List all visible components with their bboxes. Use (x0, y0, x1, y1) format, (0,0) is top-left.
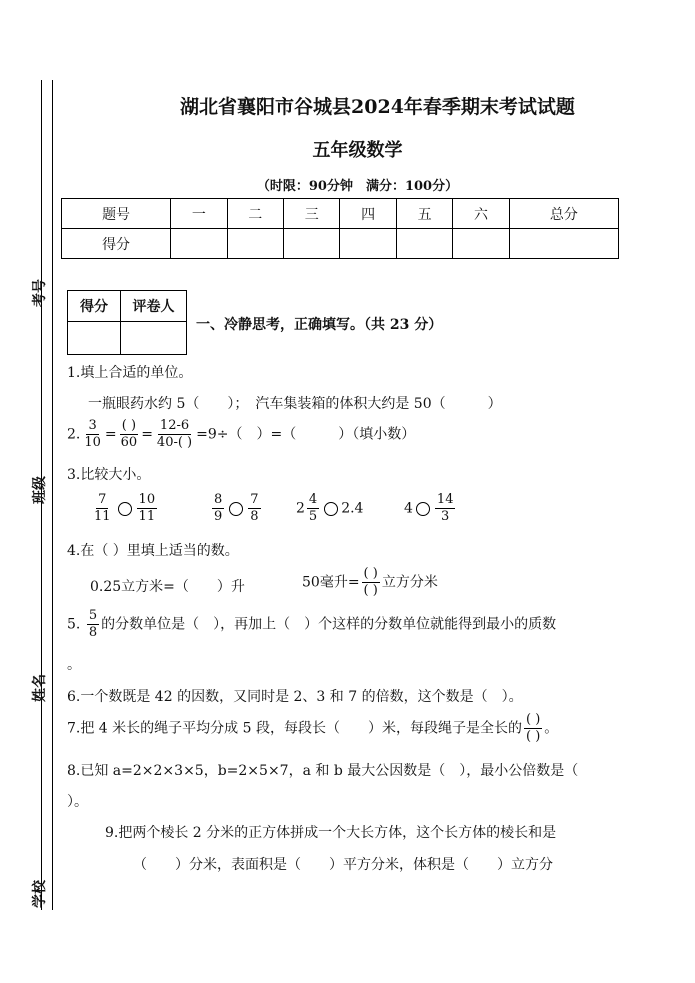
q9-line-2: （ ）分米，表面积是（ ）平方分米，体积是（ ）立方分 (133, 857, 553, 873)
margin-line-right (52, 80, 53, 910)
q2-fraction-2: $\frac{( )}{60}$ (120, 418, 138, 450)
q9-line-1: 9.把两个棱长 2 分米的正方体拼成一个大长方体，这个长方体的棱长和是 (105, 825, 557, 841)
grader-name-cell[interactable] (121, 322, 187, 355)
q3-compare-4: 4 $\frac{14}{3}$ (404, 492, 454, 524)
score-cell[interactable] (509, 229, 618, 259)
q1-line: 一瓶眼药水约 5（ ）； 汽车集装箱的体积大约是 50（ ） (88, 396, 502, 412)
q2-fraction-3: $\frac{12-6}{40-( )}$ (156, 418, 193, 450)
score-row-label: 得分 (62, 229, 171, 259)
score-table-score-row (62, 229, 619, 259)
grader-box (67, 290, 187, 355)
page-subtitle: 五年级数学 (312, 140, 403, 161)
score-table (61, 198, 619, 259)
score-header-cell: 五 (396, 199, 452, 229)
score-header-cell: 二 (227, 199, 283, 229)
compare-circle-icon[interactable] (416, 502, 430, 516)
compare-circle-icon[interactable] (118, 502, 132, 516)
exam-meta: （时限：90分钟 满分：100分） (256, 179, 459, 194)
score-cell[interactable] (396, 229, 452, 259)
grader-score-label: 得分 (68, 291, 121, 322)
compare-circle-icon[interactable] (229, 502, 243, 516)
q3-compare-1: $\frac{7}{11}$ $\frac{10}{11}$ (94, 492, 156, 524)
score-header-cell: 一 (171, 199, 227, 229)
compare-circle-icon[interactable] (324, 502, 338, 516)
q8-line-2: ）。 (67, 794, 88, 810)
score-cell[interactable] (284, 229, 340, 259)
grader-score-cell[interactable] (68, 322, 121, 355)
q3-compare-2: $\frac{8}{9}$ $\frac{7}{8}$ (214, 492, 259, 524)
q2-fraction-1: $\frac{3}{10}$ (84, 418, 101, 450)
score-header-cell: 三 (284, 199, 340, 229)
q2-line: 2. $\frac{3}{10}$ = $\frac{( )}{60}$ = $\frac{12-6}{40-( )}$ =9÷（ ）=（ ）（填小数） (67, 418, 416, 450)
score-header-cell: 题号 (62, 199, 171, 229)
score-cell[interactable] (340, 229, 396, 259)
grader-name-label: 评卷人 (121, 291, 187, 322)
score-cell[interactable] (171, 229, 227, 259)
q4-title: 4.在（ ）里填上适当的数。 (67, 543, 239, 559)
q3-compare-3: 2 $\frac{4}{5}$ 2.4 (296, 492, 364, 524)
school-label: 学校 (32, 880, 48, 908)
score-header-cell: 总分 (509, 199, 618, 229)
exam-no-label: 考号 (32, 279, 48, 307)
page-title: 湖北省襄阳市谷城县2024年春季期末考试试题 (180, 96, 575, 118)
section-1-title: 一、冷静思考，正确填写。（共 23 分） (196, 317, 443, 333)
q2-tail: =9÷（ ）=（ ）（填小数） (196, 426, 416, 443)
score-header-cell: 四 (340, 199, 396, 229)
q7-line: 7.把 4 米长的绳子平均分成 5 段，每段长（ ）米，每段绳子是全长的 $\frac{( )}{( )}$ 。 (67, 712, 559, 744)
score-header-cell: 六 (453, 199, 509, 229)
q4-left: 0.25立方米=（ ）升 (90, 579, 245, 595)
q3-title: 3.比较大小。 (67, 467, 151, 483)
q5-end: 。 (67, 657, 81, 673)
q2-prefix: 2. (67, 426, 81, 443)
q6-line: 6.一个数既是 42 的因数，又同时是 2、3 和 7 的倍数，这个数是（ ）。 (67, 689, 523, 705)
name-label: 姓名 (32, 674, 48, 702)
score-cell[interactable] (227, 229, 283, 259)
q1-title: 1.填上合适的单位。 (67, 365, 193, 381)
score-table-header-row (62, 199, 619, 229)
q8-line-1: 8.已知 a=2×2×3×5，b=2×5×7，a 和 b 最大公因数是（ ），最小公倍数是（ (67, 763, 579, 779)
class-label: 班级 (32, 476, 48, 504)
score-cell[interactable] (453, 229, 509, 259)
q4-right: 50毫升= $\frac{( )}{( )}$ 立方分米 (302, 566, 438, 598)
q5-line: 5. $\frac{5}{8}$ 的分数单位是（ ），再加上（ ）个这样的分数单位就能得到最小的质数 (67, 608, 557, 640)
